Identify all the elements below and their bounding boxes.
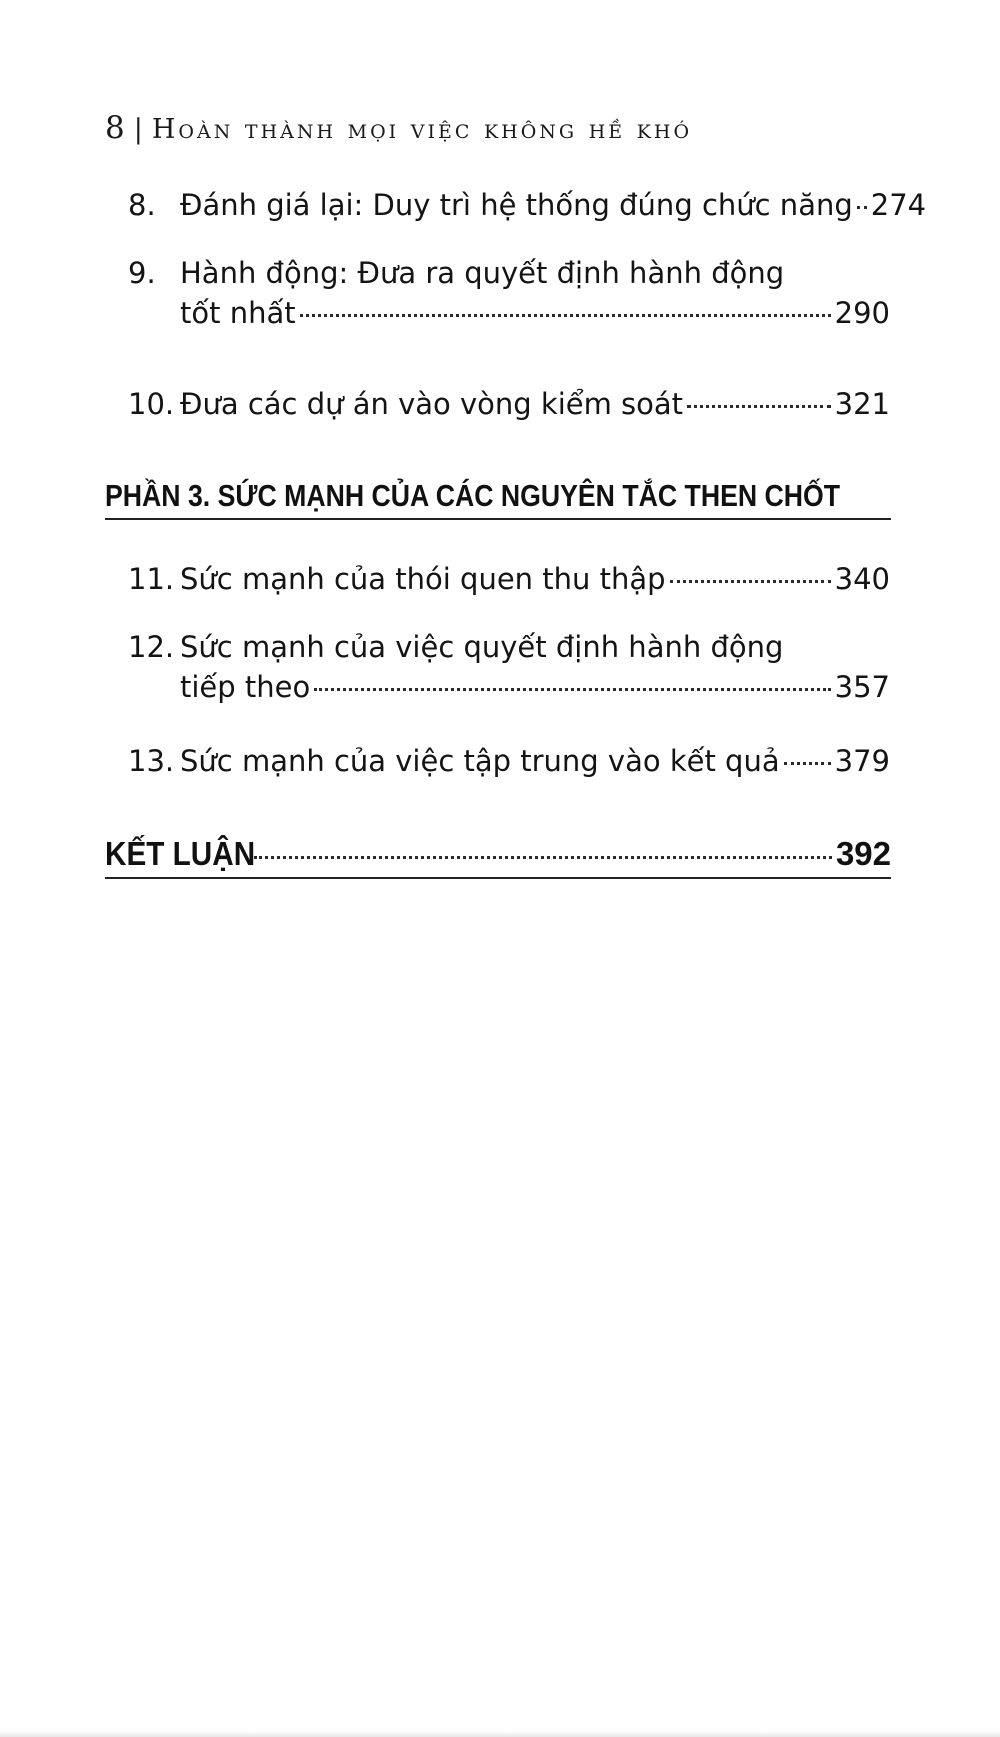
conclusion-rule xyxy=(105,877,891,879)
entry-page: 357 xyxy=(834,670,890,704)
leader-dots xyxy=(254,856,832,859)
leader-dots xyxy=(314,688,830,691)
entry-number: 9. xyxy=(128,256,156,290)
toc-entry-10 xyxy=(128,387,890,421)
entry-title-continued: tiếp theo xyxy=(180,670,311,704)
entry-number: 8. xyxy=(128,188,156,222)
entry-title: Sức mạnh của việc tập trung vào kết quả xyxy=(180,744,780,778)
entry-title: Đánh giá lại: Duy trì hệ thống đúng chức năng xyxy=(180,188,853,222)
show-through-text xyxy=(560,418,574,464)
page-edge xyxy=(0,1731,1000,1737)
entry-number: 10. xyxy=(128,387,175,421)
entry-page: 379 xyxy=(834,744,890,778)
running-header xyxy=(105,110,692,146)
header-book-title: Hoàn thành mọi việc không hề khó xyxy=(151,114,693,145)
toc-entry-11 xyxy=(128,562,890,596)
leader-dots xyxy=(857,206,867,209)
heading-rule xyxy=(105,518,891,520)
entry-title: Hành động: Đưa ra quyết định hành động xyxy=(180,256,785,290)
leader-dots xyxy=(670,580,831,583)
part-3-heading: PHẦN 3. SỨC MẠNH CỦA CÁC NGUYÊN TẮC THEN CHỐT xyxy=(105,478,841,513)
toc-entry-12 xyxy=(128,630,890,704)
toc-entry-13 xyxy=(128,744,890,778)
toc-conclusion xyxy=(105,835,891,873)
entry-page: 321 xyxy=(834,387,890,421)
header-separator: | xyxy=(133,114,144,145)
leader-dots xyxy=(300,314,831,317)
entry-page: 340 xyxy=(834,562,890,596)
toc-entry-9 xyxy=(128,256,890,330)
conclusion-label: KẾT LUẬN xyxy=(105,835,256,872)
entry-title-continued: tốt nhất xyxy=(180,296,296,330)
leader-dots xyxy=(784,762,831,765)
entry-title: Đưa các dự án vào vòng kiểm soát xyxy=(180,387,684,421)
entry-number: 11. xyxy=(128,562,175,596)
entry-title: Sức mạnh của việc quyết định hành động xyxy=(180,630,784,664)
entry-page: 274 xyxy=(870,188,927,222)
toc-entry-8 xyxy=(128,188,927,222)
header-page-number: 8 xyxy=(105,110,126,146)
entry-title: Sức mạnh của thói quen thu thập xyxy=(180,562,666,596)
entry-number: 13. xyxy=(128,744,175,778)
entry-number: 12. xyxy=(128,630,175,664)
entry-page: 290 xyxy=(834,296,890,330)
conclusion-page: 392 xyxy=(835,835,891,872)
leader-dots xyxy=(687,405,831,408)
